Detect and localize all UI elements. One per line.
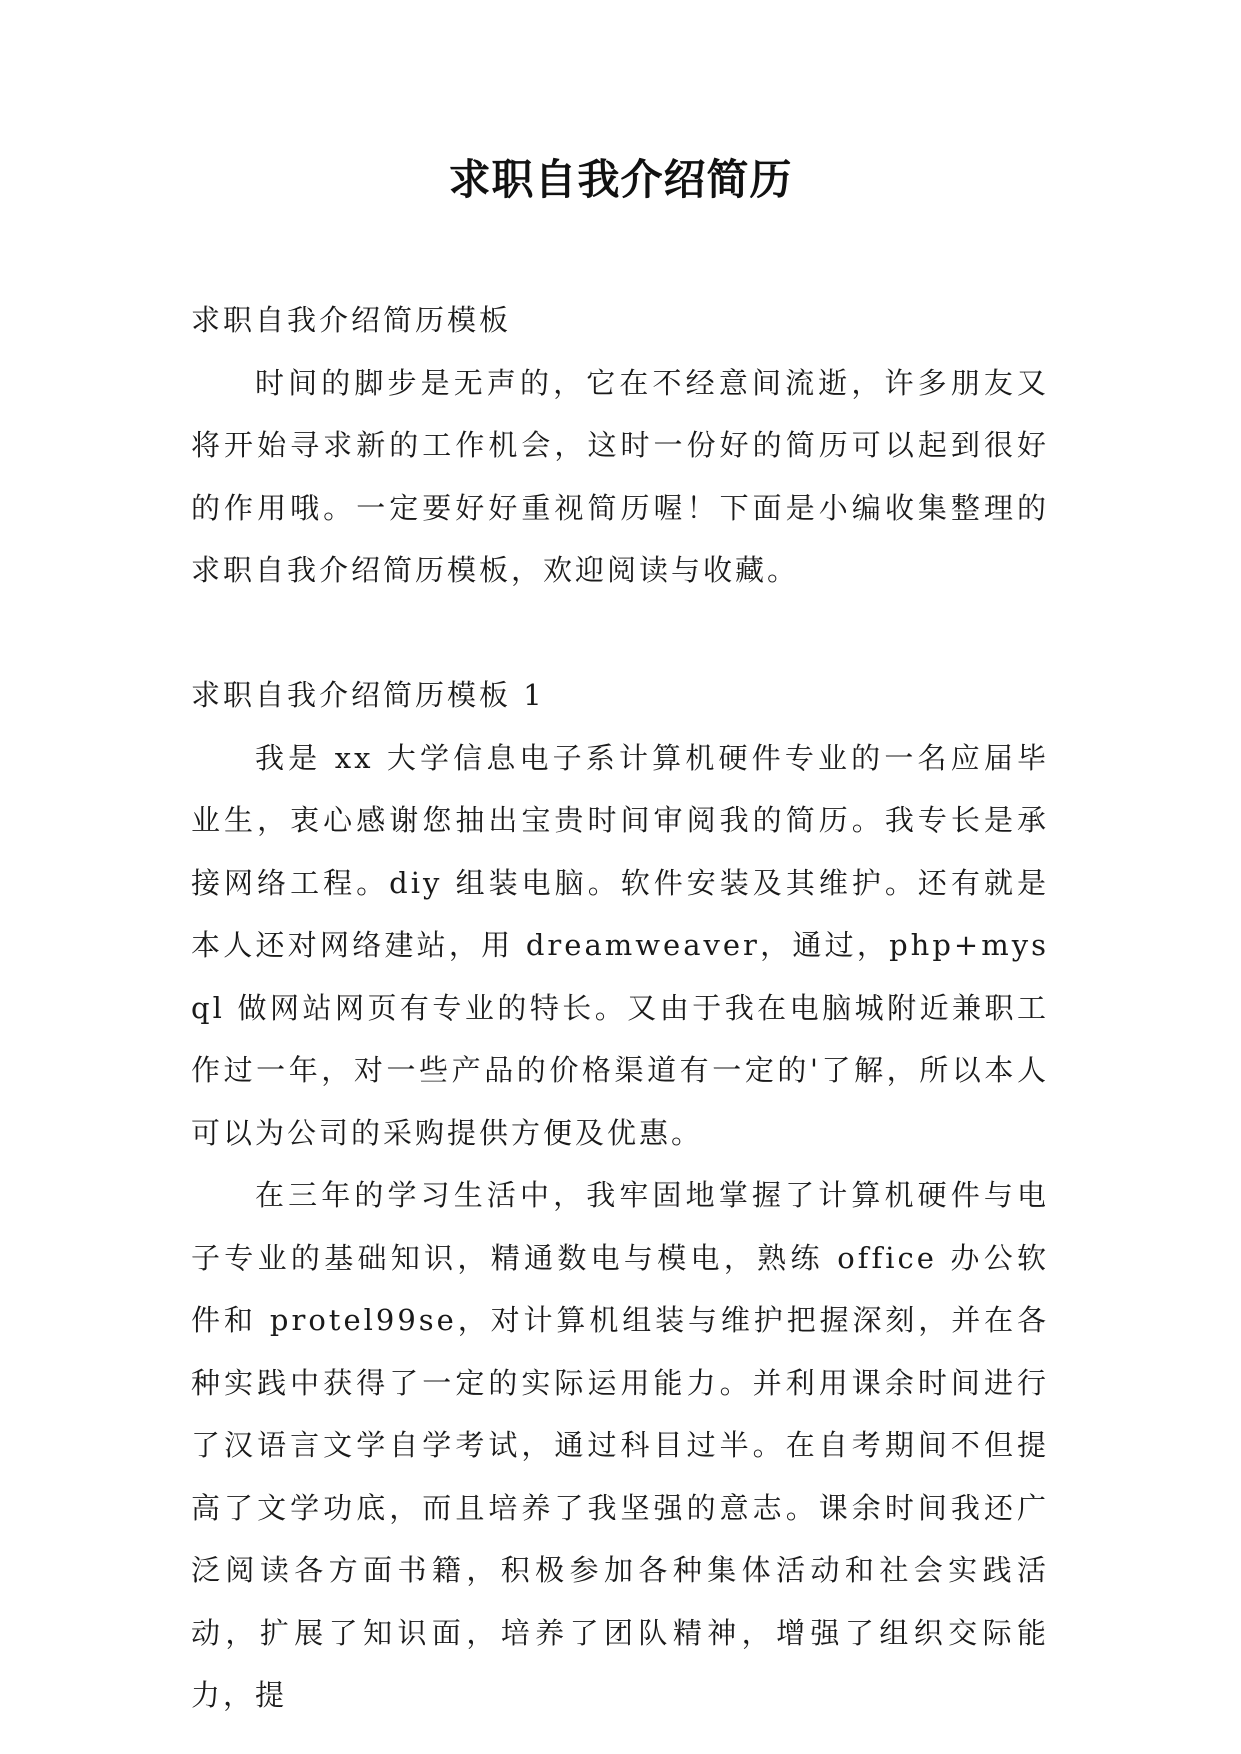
section-heading-1: 求职自我介绍简历模板 1 <box>191 678 545 712</box>
document-title: 求职自我介绍简历 <box>448 155 793 204</box>
body-paragraph-1: 我是 xx 大学信息电子系计算机硬件专业的一名应届毕业生，衷心感谢您抽出宝贵时间审阅我的简历。我专长是承接网络工程。diy 组装电脑。软件安装及其维护。还有就是本人还对网络建站，用 dreamweaver，通过，php+mysql 做网站网页有专业的特长。又由于我在电脑城附近兼职工作过一年，对一些产品的价格渠道有一定的'了解，所以本人可以为公司的采购提供方便及优惠。 <box>191 740 1049 1150</box>
section-heading: 求职自我介绍简历模板 <box>191 303 512 337</box>
paragraph-spacer <box>191 602 1049 665</box>
body-paragraph-2: 在三年的学习生活中，我牢固地掌握了计算机硬件与电子专业的基础知识，精通数电与模电，熟练 office 办公软件和 protel99se，对计算机组装与维护把握深刻，并在各种实践中获得了一定的实际运用能力。并利用课余时间进行了汉语言文学自学考试，通过科目过半。在自考期间不但提高了文学功底，而且培养了我坚强的意志。课余时间我还广泛阅读各方面书籍，积极参加各种集体活动和社会实践活动，扩展了知识面，培养了团队精神，增强了组织交际能力，提 <box>191 1178 1049 1712</box>
document-body <box>191 289 1049 1727</box>
intro-paragraph: 时间的脚步是无声的，它在不经意间流逝，许多朋友又将开始寻求新的工作机会，这时一份好的简历可以起到很好的作用哦。一定要好好重视简历喔！下面是小编收集整理的求职自我介绍简历模板，欢迎阅读与收藏。 <box>191 365 1049 587</box>
